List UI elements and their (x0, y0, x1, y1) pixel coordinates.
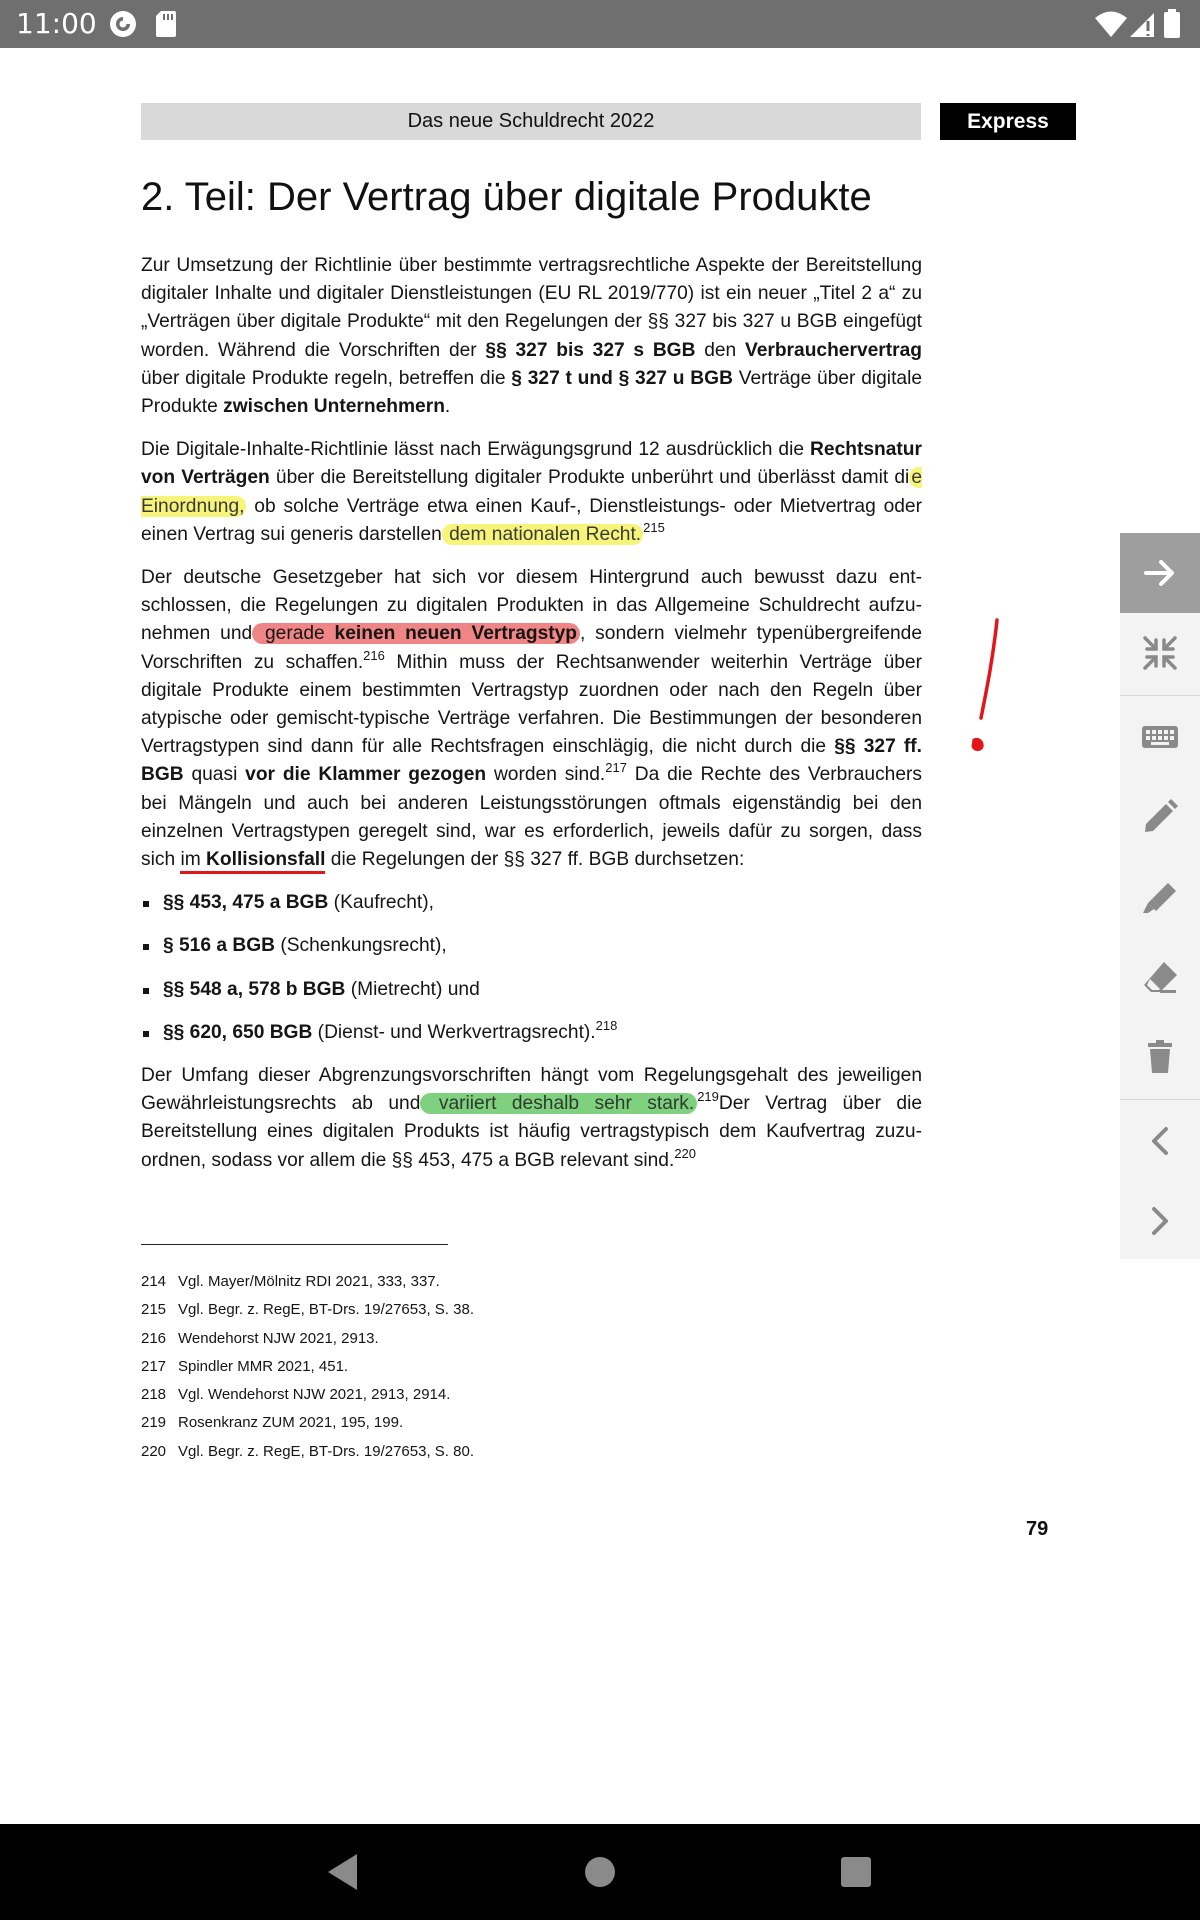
bold-run: § 516 a BGB (163, 935, 275, 957)
footnote-text: Vgl. Wendehorst NJW 2021, 2913, 2914. (178, 1386, 451, 1404)
trash-icon (1140, 1037, 1180, 1077)
text-run: über digitale Produkte regeln, betreffen die (141, 367, 512, 389)
footnote-ref: 219 (697, 1089, 719, 1105)
text-run: (Mietrecht) und (345, 978, 480, 1000)
bold-run: vor die Klammer gezogen (245, 764, 487, 786)
battery-icon (1162, 9, 1182, 44)
text-run: worden sind. (486, 764, 606, 786)
bold-run: §§ 327 bis 327 s BGB (485, 339, 696, 361)
footnote (141, 1438, 474, 1466)
bold-run: zwischen Unternehmern (223, 396, 445, 418)
text-run: Da die Rechte des Verbrauchers bei Mängeln und auch bei anderen Leistungsstörungen oftmals eigenständig bei den einzelnen Vertragstypen geregelt sind, war es erforderlich, jeweils dafür zu sorgen, dass sich (141, 764, 923, 871)
footnote (141, 1268, 474, 1296)
yellow-highlight[interactable]: dem nationalen Recht. (443, 523, 642, 545)
text-run: Der Vertrag über die Bereitstellung eines digitalen Produkts ist häufig vertragstypisch dem Kaufvertrag zuzuordnen, sodass vor allem die §§ 453, 475 a BGB relevant sind. (141, 1093, 922, 1171)
bold-run: keinen neuen Vertragstyp (334, 623, 578, 645)
chevron-left-icon (1140, 1121, 1180, 1161)
footnote-text: Vgl. Mayer/Mölnitz RDI 2021, 333, 337. (178, 1273, 440, 1290)
footnote-text: Vgl. Begr. z. RegE, BT-Drs. 19/27653, S. 80. (178, 1442, 474, 1460)
next-arrow-button[interactable] (1120, 533, 1200, 613)
text-run: Zur Umsetzung der Richtlinie über bestimmte vertragsrechtliche Aspekte der Bereitstellung digitaler Inhalte und digitaler Dienstleistungen (EU RL 2019/770) ist ein neuer „Titel 2 a“ zu „Verträgen über digitale Produkte“ mit den Regelungen der §§ 327 bis 327 u BGB eingefügt worden. Während die Vorschriften der (141, 255, 922, 361)
toolbar-divider (1120, 1099, 1200, 1100)
bold-run: §§ 548 a, 578 b BGB (163, 978, 346, 1000)
text-run: (Schenkungsrecht), (275, 935, 447, 957)
text-run: Verträge über digitale Produkte (141, 367, 922, 418)
bold-run: § 327 t und § 327 u BGB (511, 367, 733, 389)
wifi-icon (1094, 9, 1128, 44)
keyboard-button[interactable] (1120, 697, 1200, 777)
footnote-number: 217 (141, 1357, 167, 1375)
status-bar (0, 0, 1200, 48)
footnote-ref: 218 (595, 1017, 618, 1033)
footnote-number: 216 (141, 1329, 167, 1347)
ink-annotation[interactable] (955, 568, 1015, 768)
footnote-number: 219 (141, 1414, 167, 1432)
keyboard-icon (1140, 717, 1180, 757)
footnote-text: Vgl. Begr. z. RegE, BT-Drs. 19/27653, S. 38. (178, 1301, 474, 1319)
text-run: gerade (255, 623, 335, 645)
pen-button[interactable] (1120, 777, 1200, 857)
footnotes (141, 1268, 474, 1466)
sd-card-icon (154, 9, 178, 44)
body-text (141, 252, 922, 1175)
collapse-icon (1140, 633, 1180, 673)
chevron-right-icon (1140, 1201, 1180, 1241)
previous-button[interactable] (1120, 1101, 1200, 1181)
footnote-text: Wendehorst NJW 2021, 2913. (178, 1329, 379, 1347)
chapter-title: 2. Teil: Der Vertrag über digitale Produkte (141, 175, 872, 219)
next-button[interactable] (1120, 1181, 1200, 1261)
red-highlight[interactable] (252, 623, 580, 644)
footnote-number: 214 (141, 1273, 167, 1290)
text-run: Mithin muss der Rechtsanwender weiterhin Verträge über digitale Produkte einem bestimmten Vertragstyp zuordnen oder nach den Regeln über atypische oder gemischt-typische Verträge verfahren. Die Bestimmungen der besonderen Vertragstypen sind dann für alle Rechtsfragen einschlägig, die nicht durch die (141, 651, 922, 758)
list-item (141, 1019, 922, 1047)
bold-run: §§ 620, 650 BGB (163, 1021, 313, 1043)
text-run: quasi (183, 764, 246, 786)
footnote-ref: 220 (674, 1145, 697, 1161)
pen-icon (1140, 797, 1180, 837)
bold-run: §§ 327 ff. BGB (141, 736, 922, 786)
eraser-button[interactable] (1120, 937, 1200, 1017)
navigation-bar (0, 1824, 1200, 1920)
collapse-button[interactable] (1120, 613, 1200, 693)
green-highlight[interactable]: variiert deshalb sehr stark. (420, 1093, 697, 1114)
text-run: über die Bereitstellung digitaler Produkte unberührt und überlässt damit di (269, 467, 910, 489)
text-run: Der deutsche Gesetzgeber hat sich vor diesem Hintergrund auch bewusst dazu entschlossen, die Regelungen zu digitalen Produkten in das Allgemeine Schuldrecht aufzunehmen und (141, 567, 922, 645)
home-icon (576, 1848, 624, 1896)
text-run: (Dienst- und Werkvertragsrecht). (312, 1021, 596, 1043)
footnote (141, 1409, 474, 1437)
highlighter-button[interactable] (1120, 857, 1200, 937)
text-run: im (180, 849, 207, 871)
series-label: Express (940, 103, 1076, 140)
delete-button[interactable] (1120, 1017, 1200, 1097)
pocket-casts-icon (108, 9, 138, 44)
footnote (141, 1381, 474, 1409)
footnote-number: 218 (141, 1386, 167, 1404)
yellow-highlight[interactable]: e Einordnung, (141, 467, 922, 517)
footnote-number: 215 (141, 1301, 167, 1319)
paragraph-1 (141, 252, 922, 421)
cell-signal-icon (1128, 9, 1156, 44)
footnote-divider (141, 1244, 448, 1245)
list-item (141, 932, 922, 960)
footnote (141, 1296, 474, 1324)
arrow-right-icon (1140, 553, 1180, 593)
bold-run: Rechtsnatur von Verträgen (141, 439, 922, 489)
text-run: . (444, 396, 451, 418)
document-page[interactable] (0, 48, 1120, 1824)
recents-icon (832, 1848, 880, 1896)
text-run: (Kaufrecht), (328, 892, 434, 914)
paragraph-3 (141, 564, 922, 874)
bold-run: Verbrauchervertrag (744, 339, 922, 361)
eraser-icon (1140, 957, 1180, 997)
text-run: den (695, 339, 745, 361)
text-run: ob solche Verträge etwa einen Kauf-, Dienstleistungs- oder Mietvertrag oder einen Vertrag sui generis darstellen (141, 495, 922, 545)
bullet-list (141, 889, 922, 1047)
running-header: Das neue Schuldrecht 2022 (141, 103, 921, 140)
home-button[interactable] (576, 1848, 624, 1896)
footnote (141, 1325, 474, 1353)
text-run: Die Digitale-Inhalte-Richtlinie lässt nach Erwägungsgrund 12 ausdrücklich die (141, 439, 811, 461)
footnote-text: Spindler MMR 2021, 451. (178, 1357, 349, 1375)
status-time: 11:00 (16, 7, 97, 40)
bold-run: §§ 453, 475 a BGB (163, 892, 329, 914)
page-number: 79 (1026, 1518, 1049, 1540)
recents-button[interactable] (832, 1848, 880, 1896)
list-item (141, 889, 922, 917)
bold-run: Kollisionsfall (206, 849, 326, 871)
text-run: , sondern vielmehr typenübergreifende Vorschriften zu schaffen. (141, 623, 923, 673)
footnote (141, 1353, 474, 1381)
footnote-number: 220 (141, 1442, 167, 1460)
back-button[interactable] (319, 1848, 367, 1896)
text-run: die Regelungen der §§ 327 ff. BGB durchsetzen: (325, 849, 745, 871)
red-underline-annotation[interactable] (180, 849, 325, 874)
toolbar-divider (1120, 695, 1200, 696)
paragraph-4 (141, 1062, 922, 1175)
footnote-text: Rosenkranz ZUM 2021, 195, 199. (178, 1414, 404, 1432)
footnote-ref: 217 (605, 760, 627, 776)
back-icon (319, 1848, 367, 1896)
text-run: Der Umfang dieser Abgrenzungsvorschriften hängt vom Regelungsgehalt des jeweiligen Gewährleistungsrechts ab und (141, 1065, 922, 1115)
list-item (141, 976, 922, 1004)
footnote-ref: 216 (363, 647, 385, 663)
footnote-ref: 215 (643, 519, 665, 535)
annotation-toolbar (1120, 533, 1200, 1259)
paragraph-2 (141, 436, 922, 549)
highlighter-icon (1140, 877, 1180, 917)
